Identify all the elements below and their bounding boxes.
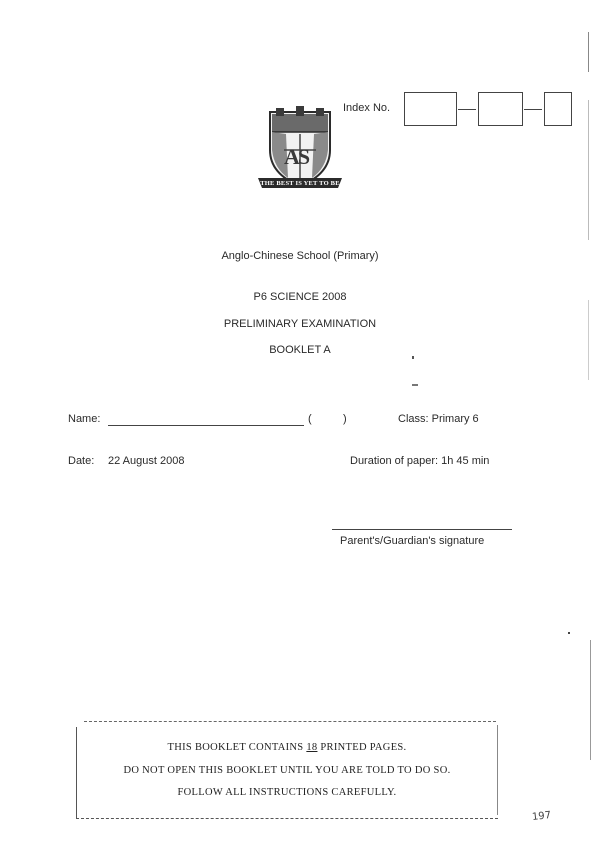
handwritten-page-mark: 197 bbox=[531, 810, 552, 823]
scan-edge-line bbox=[588, 300, 589, 380]
stray-mark bbox=[568, 632, 570, 634]
notice-line-do-not-open: DO NOT OPEN THIS BOOKLET UNTIL YOU ARE TOLD TO DO SO. bbox=[123, 765, 451, 776]
index-separator bbox=[458, 109, 476, 110]
index-box-3[interactable] bbox=[444, 92, 457, 126]
stray-mark bbox=[412, 384, 418, 386]
index-box-1[interactable] bbox=[404, 92, 426, 126]
index-box-2[interactable] bbox=[424, 92, 445, 126]
scan-edge-line bbox=[588, 32, 589, 72]
index-box-4[interactable] bbox=[478, 92, 502, 126]
crest-initials: AS bbox=[284, 144, 309, 169]
box-top-border bbox=[84, 721, 496, 722]
exam-type: PRELIMINARY EXAMINATION bbox=[223, 318, 377, 330]
scan-edge-line bbox=[590, 640, 591, 760]
index-box-6[interactable] bbox=[544, 92, 572, 126]
index-box-5[interactable] bbox=[500, 92, 523, 126]
index-number-label: Index No. bbox=[343, 102, 391, 114]
notice-line-follow: FOLLOW ALL INSTRUCTIONS CAREFULLY. bbox=[177, 787, 397, 798]
exam-subject: P6 SCIENCE 2008 bbox=[253, 291, 347, 303]
instructions-box bbox=[76, 721, 498, 819]
school-name: Anglo-Chinese School (Primary) bbox=[221, 250, 379, 262]
date-value: 22 August 2008 bbox=[108, 455, 185, 467]
notice-line-pages: THIS BOOKLET CONTAINS 18 PRINTED PAGES. bbox=[167, 742, 407, 753]
duration-label: Duration of paper: 1h 45 min bbox=[350, 455, 490, 467]
stray-mark bbox=[412, 356, 414, 359]
box-bottom-border bbox=[76, 818, 498, 819]
name-field[interactable] bbox=[108, 413, 304, 426]
class-label: Class: Primary 6 bbox=[398, 413, 479, 425]
crest-motto: THE BEST IS YET TO BE bbox=[260, 180, 340, 187]
signature-field[interactable] bbox=[332, 517, 512, 530]
register-number-close: ) bbox=[343, 413, 347, 425]
register-number-open: ( bbox=[308, 413, 312, 425]
name-label: Name: bbox=[68, 413, 101, 425]
booklet-label: BOOKLET A bbox=[269, 344, 331, 356]
scan-edge-line bbox=[588, 100, 589, 240]
signature-label: Parent's/Guardian's signature bbox=[340, 535, 485, 547]
index-separator bbox=[524, 109, 542, 110]
date-label: Date: bbox=[68, 455, 95, 467]
page-count: 18 bbox=[306, 742, 318, 753]
